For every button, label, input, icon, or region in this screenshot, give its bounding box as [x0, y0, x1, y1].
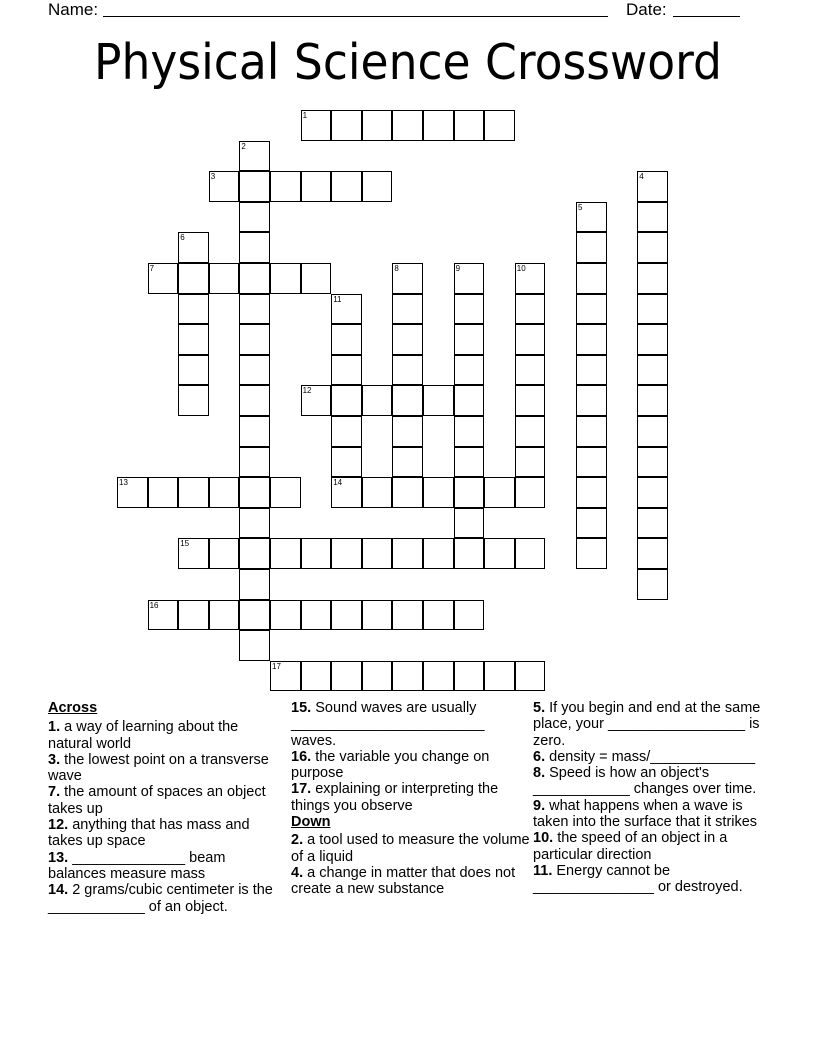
clue-text: a way of learning about the natural world: [48, 719, 239, 752]
grid-cell[interactable]: [454, 447, 485, 478]
grid-cell[interactable]: [239, 630, 270, 661]
grid-cell[interactable]: [515, 355, 546, 386]
clue-text: If you begin and end at the same place, your _________________ is zero.: [533, 700, 761, 749]
grid-cell[interactable]: [331, 416, 362, 447]
cell-number: 7: [149, 264, 155, 273]
grid-cell[interactable]: [637, 294, 668, 325]
clue-text: the variable you change on purpose: [291, 748, 490, 782]
cell-number: 12: [302, 386, 312, 396]
grid-cell[interactable]: [331, 294, 362, 325]
grid-cell[interactable]: [362, 110, 393, 141]
grid-cell[interactable]: [301, 263, 332, 294]
grid-cell[interactable]: [239, 416, 270, 447]
grid-cell[interactable]: [454, 477, 485, 508]
across-clue: [48, 784, 280, 817]
grid-cell[interactable]: [362, 171, 393, 202]
across-clue: [48, 719, 280, 752]
grid-cell[interactable]: [301, 538, 332, 569]
clue-number: 4.: [291, 864, 304, 881]
grid-cell[interactable]: [301, 171, 332, 202]
across-clue: [48, 882, 280, 915]
grid-cell[interactable]: [392, 477, 423, 508]
down-clue: [533, 749, 773, 765]
grid-cell[interactable]: [239, 324, 270, 355]
grid-cell[interactable]: [576, 538, 607, 569]
grid-cell[interactable]: [178, 263, 209, 294]
grid-cell[interactable]: [576, 202, 607, 233]
grid-cell[interactable]: [148, 600, 179, 631]
grid-cell[interactable]: [331, 355, 362, 386]
grid-cell[interactable]: [423, 600, 454, 631]
grid-cell[interactable]: [484, 477, 515, 508]
grid-cell[interactable]: [178, 477, 209, 508]
grid-cell[interactable]: [239, 538, 270, 569]
grid-cell[interactable]: [239, 202, 270, 233]
grid-cell[interactable]: [392, 324, 423, 355]
grid-cell[interactable]: [148, 263, 179, 294]
grid-cell[interactable]: [576, 324, 607, 355]
down-clue: [533, 863, 773, 896]
grid-cell[interactable]: [454, 355, 485, 386]
name-label: Name:: [48, 0, 99, 19]
across-clue: [48, 850, 280, 883]
grid-cell[interactable]: [392, 416, 423, 447]
grid-cell[interactable]: [576, 416, 607, 447]
grid-cell[interactable]: [301, 661, 332, 692]
clue-text: anything that has mass and takes up space: [48, 817, 250, 850]
grid-cell[interactable]: [117, 477, 148, 508]
grid-cell[interactable]: [331, 447, 362, 478]
cell-number: 1: [302, 111, 308, 120]
clue-text: the speed of an object in a particular direction: [533, 830, 728, 863]
down-clue: [291, 832, 531, 865]
grid-cell[interactable]: [637, 171, 668, 202]
grid-cell[interactable]: [576, 508, 607, 539]
grid-cell[interactable]: [178, 294, 209, 325]
grid-cell[interactable]: [362, 538, 393, 569]
grid-cell[interactable]: [454, 110, 485, 141]
grid-cell[interactable]: [576, 232, 607, 263]
grid-cell[interactable]: [178, 355, 209, 386]
grid-cell[interactable]: [270, 600, 301, 631]
grid-cell[interactable]: [637, 538, 668, 569]
grid-cell[interactable]: [484, 538, 515, 569]
grid-cell[interactable]: [454, 294, 485, 325]
clue-text: ______________ beam balances measure mass: [48, 849, 226, 882]
clues-column-3: [533, 700, 773, 896]
cell-number: 16: [149, 600, 159, 610]
grid-cell[interactable]: [637, 447, 668, 478]
grid-cell[interactable]: [270, 477, 301, 508]
grid-cell[interactable]: [423, 661, 454, 692]
down-clue: [533, 830, 773, 863]
grid-cell[interactable]: [637, 263, 668, 294]
grid-cell[interactable]: [270, 661, 301, 692]
page-title: Physical Science Crossword: [94, 34, 722, 91]
grid-cell[interactable]: [515, 385, 546, 416]
grid-cell[interactable]: [454, 538, 485, 569]
cell-number: 3: [210, 172, 216, 182]
clue-number: 2.: [291, 832, 304, 849]
grid-cell[interactable]: [576, 263, 607, 294]
clue-number: 15.: [291, 700, 312, 716]
grid-cell[interactable]: [454, 416, 485, 447]
grid-cell[interactable]: [331, 324, 362, 355]
clue-number: 7.: [48, 784, 61, 801]
down-clue: [533, 765, 773, 798]
grid-cell[interactable]: [484, 110, 515, 141]
clue-text: Speed is how an object's ____________ changes over time.: [533, 765, 757, 798]
grid-cell[interactable]: [637, 416, 668, 447]
grid-cell[interactable]: [362, 477, 393, 508]
clue-text: explaining or interpreting the things you observe: [291, 781, 499, 814]
grid-cell[interactable]: [637, 355, 668, 386]
grid-cell[interactable]: [239, 447, 270, 478]
grid-cell[interactable]: [392, 385, 423, 416]
cell-number: 13: [119, 478, 128, 488]
down-heading: Down: [291, 814, 331, 831]
grid-cell[interactable]: [362, 600, 393, 631]
clue-number: 3.: [48, 751, 61, 768]
clue-number: 8.: [533, 765, 546, 782]
grid-cell[interactable]: [392, 600, 423, 631]
clue-number: 11.: [533, 862, 553, 879]
cell-number: 5: [578, 202, 583, 212]
grid-cell[interactable]: [515, 477, 546, 508]
cell-number: 10: [516, 264, 526, 273]
across-clue: [291, 749, 531, 782]
grid-cell[interactable]: [576, 355, 607, 386]
grid-cell[interactable]: [239, 141, 270, 172]
grid-cell[interactable]: [301, 600, 332, 631]
grid-cell[interactable]: [515, 416, 546, 447]
grid-cell[interactable]: [515, 263, 546, 294]
clue-text: a tool used to measure the volume of a liquid: [291, 832, 530, 865]
grid-cell[interactable]: [392, 447, 423, 478]
grid-cell[interactable]: [454, 508, 485, 539]
grid-cell[interactable]: [178, 232, 209, 263]
grid-cell[interactable]: [423, 477, 454, 508]
grid-cell[interactable]: [576, 385, 607, 416]
grid-cell[interactable]: [331, 661, 362, 692]
clue-text: Sound waves are usually ________________________ waves.: [291, 700, 485, 749]
down-clue: [533, 798, 773, 831]
grid-cell[interactable]: [301, 385, 332, 416]
grid-cell[interactable]: [301, 110, 332, 141]
cell-number: 6: [180, 233, 185, 243]
grid-cell[interactable]: [637, 202, 668, 233]
grid-cell[interactable]: [178, 324, 209, 355]
grid-cell[interactable]: [392, 294, 423, 325]
grid-cell[interactable]: [239, 232, 270, 263]
grid-cell[interactable]: [362, 661, 393, 692]
cell-number: 2: [241, 141, 246, 151]
grid-cell[interactable]: [637, 385, 668, 416]
grid-cell[interactable]: [209, 171, 240, 202]
clue-number: 14.: [48, 882, 69, 899]
grid-cell[interactable]: [209, 477, 240, 508]
clue-number: 17.: [291, 781, 312, 798]
grid-cell[interactable]: [454, 324, 485, 355]
cell-number: 4: [639, 172, 644, 182]
grid-cell[interactable]: [454, 600, 485, 631]
clue-text: the amount of spaces an object takes up: [48, 784, 266, 817]
clue-text: what happens when a wave is taken into the surface that it strikes: [533, 797, 758, 831]
grid-cell[interactable]: [637, 232, 668, 263]
grid-cell[interactable]: [270, 171, 301, 202]
clues-column-2: [291, 700, 531, 898]
grid-cell[interactable]: [270, 263, 301, 294]
grid-cell[interactable]: [637, 324, 668, 355]
cell-number: 8: [394, 264, 399, 273]
grid-cell[interactable]: [331, 477, 362, 508]
clue-text: Energy cannot be _______________ or destroyed.: [533, 862, 743, 896]
grid-cell[interactable]: [454, 385, 485, 416]
clue-text: the lowest point on a transverse wave: [48, 751, 269, 785]
clue-number: 12.: [48, 817, 69, 834]
down-clue: [533, 700, 773, 749]
cell-number: 11: [333, 294, 342, 304]
clue-number: 10.: [533, 830, 554, 847]
grid-cell[interactable]: [454, 263, 485, 294]
grid-cell[interactable]: [239, 294, 270, 325]
clue-text: a change in matter that does not create a new substance: [291, 864, 516, 898]
grid-cell[interactable]: [637, 508, 668, 539]
grid-cell[interactable]: [515, 324, 546, 355]
grid-cell[interactable]: [239, 171, 270, 202]
grid-cell[interactable]: [576, 477, 607, 508]
grid-cell[interactable]: [331, 110, 362, 141]
across-clue: [48, 817, 280, 850]
down-clue: [291, 865, 531, 898]
clue-number: 16.: [291, 748, 312, 765]
cell-number: 15: [180, 539, 190, 549]
clue-text: density = mass/_____________: [549, 748, 756, 765]
grid-cell[interactable]: [423, 110, 454, 141]
grid-cell[interactable]: [178, 385, 209, 416]
grid-cell[interactable]: [392, 355, 423, 386]
grid-cell[interactable]: [637, 569, 668, 600]
clue-number: 1.: [48, 719, 61, 736]
grid-cell[interactable]: [331, 385, 362, 416]
grid-cell[interactable]: [515, 294, 546, 325]
clue-number: 6.: [533, 748, 546, 765]
cell-number: 9: [455, 264, 461, 273]
clue-number: 5.: [533, 700, 546, 716]
grid-cell[interactable]: [239, 600, 270, 631]
grid-cell[interactable]: [423, 385, 454, 416]
grid-cell[interactable]: [576, 447, 607, 478]
grid-cell[interactable]: [148, 477, 179, 508]
grid-cell[interactable]: [331, 600, 362, 631]
cell-number: 17: [272, 661, 281, 671]
grid-cell[interactable]: [239, 569, 270, 600]
date-label: Date:: [626, 0, 667, 19]
grid-cell[interactable]: [392, 661, 423, 692]
grid-cell[interactable]: [484, 661, 515, 692]
grid-cell[interactable]: [239, 508, 270, 539]
across-clue: [291, 700, 531, 749]
clue-number: 13.: [48, 849, 69, 866]
across-heading: Across: [48, 700, 98, 716]
grid-cell[interactable]: [331, 538, 362, 569]
grid-cell[interactable]: [515, 661, 546, 692]
cell-number: 14: [333, 478, 343, 488]
clue-text: 2 grams/cubic centimeter is the ____________ of an object.: [48, 882, 273, 915]
clues-column-1: [48, 700, 280, 915]
grid-cell[interactable]: [392, 110, 423, 141]
grid-cell[interactable]: [515, 447, 546, 478]
grid-cell[interactable]: [178, 538, 209, 569]
grid-cell[interactable]: [454, 661, 485, 692]
grid-cell[interactable]: [239, 477, 270, 508]
grid-cell[interactable]: [270, 538, 301, 569]
grid-cell[interactable]: [515, 538, 546, 569]
grid-cell[interactable]: [209, 263, 240, 294]
grid-cell[interactable]: [362, 385, 393, 416]
grid-cell[interactable]: [239, 385, 270, 416]
grid-cell[interactable]: [637, 477, 668, 508]
across-clue: [48, 752, 280, 785]
grid-cell[interactable]: [239, 355, 270, 386]
grid-cell[interactable]: [392, 263, 423, 294]
grid-cell[interactable]: [576, 294, 607, 325]
grid-cell[interactable]: [209, 600, 240, 631]
grid-cell[interactable]: [331, 171, 362, 202]
grid-cell[interactable]: [239, 263, 270, 294]
grid-cell[interactable]: [209, 538, 240, 569]
across-clue: [291, 781, 531, 814]
grid-cell[interactable]: [423, 538, 454, 569]
clue-number: 9.: [533, 797, 546, 814]
grid-cell[interactable]: [392, 538, 423, 569]
grid-cell[interactable]: [178, 600, 209, 631]
